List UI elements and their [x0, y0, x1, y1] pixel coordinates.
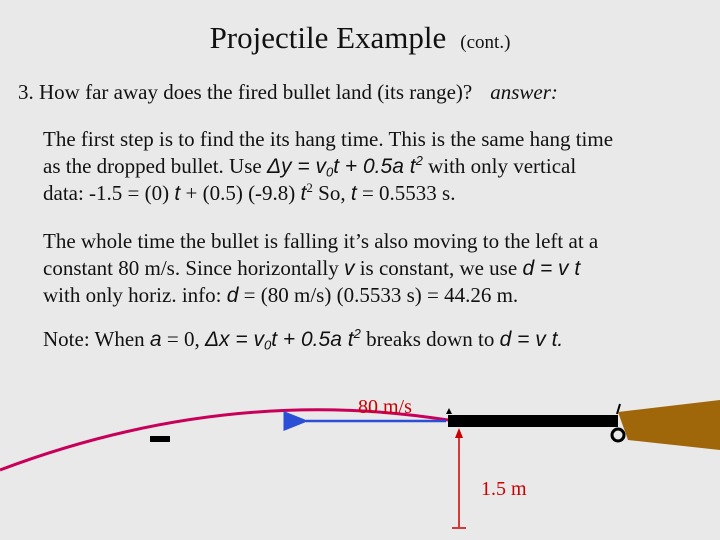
eq-at: a t [330, 328, 354, 351]
p1-line-2-text-a: as the dropped bullet. Use [43, 154, 267, 178]
height-label: 1.5 m [481, 478, 527, 500]
var-t: t [174, 182, 181, 205]
eq-t-plus: t + 0.5 [271, 328, 331, 351]
eq-d-vt: d = v t [522, 257, 581, 280]
question-body: 3. How far away does the fired bullet land (its range)? [18, 80, 473, 104]
p2-line-2-text-b: is constant, we use [354, 256, 523, 280]
p1-line-3-text-a: data: -1.5 = (0) [43, 181, 175, 205]
title-cont: (cont.) [460, 32, 511, 53]
eq-d-vt-final: d = v t. [499, 328, 564, 351]
velocity-label: 80 m/s [358, 396, 412, 418]
p1-line-3-text-b: + (0.5) (-9.8) [180, 181, 301, 205]
height-arrow-top [455, 428, 463, 438]
eq-v0-sub: 0 [325, 164, 334, 180]
eq-squared: 2 [415, 153, 423, 169]
p3-text-b: = 0, [161, 327, 205, 351]
p3-text-a: Note: When [43, 327, 150, 351]
eq-dx-lhs: Δx = v [204, 328, 264, 351]
p2-line-3-text-a: with only horiz. info: [43, 283, 227, 307]
gun-stock [618, 400, 720, 450]
eq-t-plus: t + 0.5 [333, 155, 393, 178]
p2-line-2-text-a: constant 80 m/s. Since horizontally [43, 256, 344, 280]
p3-text-c: breaks down to [360, 327, 500, 351]
eq-at: a t [392, 155, 416, 178]
eq-squared: 2 [353, 326, 361, 342]
var-t: t [300, 182, 307, 205]
p1-line-1: The first step is to find the its hang time. This is the same hang time [43, 127, 614, 151]
p2-line-3-text-b: = (80 m/s) (0.5533 s) = 44.26 m. [238, 283, 519, 307]
eq-dy-lhs: Δy = v [266, 155, 326, 178]
var-d: d [226, 284, 239, 307]
title-main: Projectile Example [209, 20, 447, 55]
answer-label: answer: [490, 80, 558, 104]
p1-line-2-text-b: with only vertical [422, 154, 577, 178]
eq-v0-sub: 0 [263, 337, 272, 353]
var-a: a [149, 328, 162, 351]
p2-line-1: The whole time the bullet is falling it’s also moving to the left at a [43, 229, 599, 253]
gun-trigger [612, 429, 624, 441]
p1-line-3-text-c: So, [312, 181, 351, 205]
var-v: v [343, 257, 355, 280]
p1-line-3-text-d: = 0.5533 s. [356, 181, 456, 205]
gun-front-sight [446, 408, 452, 414]
eq-squared: 2 [306, 180, 313, 196]
bullet [150, 436, 170, 442]
trajectory-curve [0, 410, 448, 470]
gun-barrel [448, 415, 618, 427]
var-t: t [350, 182, 357, 205]
